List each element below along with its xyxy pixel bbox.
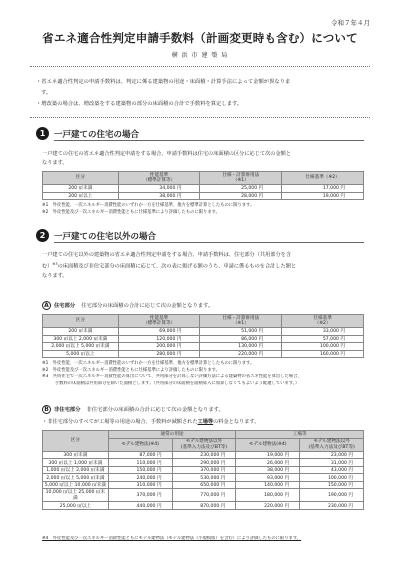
table-cell: 33,000 円 xyxy=(282,328,364,336)
issue-date: 令和７年４月 xyxy=(331,19,370,27)
table-row xyxy=(43,481,364,489)
note-line: ※2 外皮性能及び一次エネルギー消費性能ともに仕様基準により評価したものに限ります。 xyxy=(42,367,220,373)
table-cell: 100,000 円 xyxy=(282,343,364,351)
table-cell: 280,000 円 xyxy=(118,350,200,358)
table-cell: 310,000 円 xyxy=(108,481,172,489)
subsection-a-badge: A xyxy=(42,301,51,310)
bullet-text-end: の料金となります。 xyxy=(213,419,260,425)
para-text: の床面積及び非住宅部分の床面積に応じて、次の表に掲げる額のうち、申請に係るものを合計した額と xyxy=(57,263,297,270)
table-row xyxy=(43,489,364,502)
table-cell: 200,000 円 xyxy=(118,343,200,351)
table-cell: 240,000 円 xyxy=(108,474,172,482)
residential-fee-table xyxy=(42,314,364,358)
table-cell: 530,000 円 xyxy=(172,474,236,482)
table-cell: 140,000 円 xyxy=(236,481,300,489)
table-cell: 130,000 円 xyxy=(200,343,282,351)
table-cell: 34,000 円 xyxy=(118,185,200,193)
table-cell: 100,000 円 xyxy=(300,474,364,482)
table-cell: 290,000 円 xyxy=(172,459,236,467)
table-cell: 26,000 円 xyxy=(236,459,300,467)
table-3-group-2: 工場等 xyxy=(236,431,364,439)
table-3-subheader-1: モデル建物法(※4) xyxy=(108,438,172,451)
table-cell: 160,000 円 xyxy=(282,350,364,358)
table-cell: 770,000 円 xyxy=(172,489,236,502)
table-cell: 23,000 円 xyxy=(300,451,364,459)
table-cell: 5,000 ㎡以上 10,000 ㎡未満 xyxy=(43,481,109,489)
table-cell: 200 ㎡以上 xyxy=(43,192,119,200)
note-line: ※1 外皮性能、一次エネルギー消費性能のいずれか一方を仕様基準、他方を標準計算としたものに限ります。 xyxy=(42,203,255,208)
dotted-divider-top xyxy=(30,66,370,67)
table-cell: 200 ㎡未満 xyxy=(43,185,119,193)
table-cell: 200 ㎡未満 xyxy=(43,328,119,336)
table-cell: 10,000 ㎡以上 25,000 ㎡未満 xyxy=(43,489,109,502)
intro-line-1b: す。 xyxy=(41,90,52,96)
section-1-paragraph xyxy=(42,150,364,168)
table-2-header-2: 仕様・計算併用法 （※1） xyxy=(200,315,282,328)
table-row xyxy=(43,335,364,343)
subsection-a-heading xyxy=(42,301,364,311)
table-cell: 650,000 円 xyxy=(172,481,236,489)
table-3-subheader-4: モデル建物法以外 (基準入力法及びBT等) xyxy=(300,438,364,451)
section-2-heading xyxy=(36,229,364,243)
table-cell: 110,000 円 xyxy=(108,459,172,467)
section-2-para-line-3: なります。 xyxy=(42,272,68,279)
table-cell: 38,000 円 xyxy=(236,466,300,474)
table-2-header-3: 仕様基準 （※2） xyxy=(282,315,364,328)
subsection-a-label: 住宅部分 xyxy=(54,303,76,309)
table-cell: 300 ㎡以上 1,000 ㎡未満 xyxy=(43,459,109,467)
table-2-header-0: 区分 xyxy=(43,315,119,328)
table-cell: 220,000 円 xyxy=(200,350,282,358)
table-row xyxy=(43,466,364,474)
subsection-a-notes xyxy=(42,361,364,387)
section-1-para-line-1: 一戸建ての住宅の省エネ適合性判定申請をする場合、申請手数料は住宅の床面積の区分に応じて次の金額と xyxy=(42,151,292,157)
subsection-b-bullet xyxy=(42,418,364,427)
table-cell: 440,000 円 xyxy=(108,502,172,510)
table-3-subheader-2: モデル建物法以外 (基準入力法及びBT等) xyxy=(172,438,236,451)
bullet-emphasis: 工場等 xyxy=(197,419,214,425)
table-cell: 150,000 円 xyxy=(108,466,172,474)
table-cell: 25,000 ㎡以上 xyxy=(43,502,109,510)
subsection-b-badge: B xyxy=(42,405,51,414)
note-line: ※2 外皮性能及び一次エネルギー消費性能ともに仕様基準により評価したものに限ります。 xyxy=(42,209,220,215)
table-3-header-0: 区分 xyxy=(43,431,109,452)
table-cell: 19,000 円 xyxy=(236,451,300,459)
table-row xyxy=(43,502,364,510)
section-1-notes xyxy=(42,203,364,216)
table-cell: 19,000 円 xyxy=(282,192,364,200)
table-cell: 28,000 円 xyxy=(200,192,282,200)
para-text: む） xyxy=(42,263,53,270)
subsection-b-desc: 非住宅部分の床面積の合計に応じて次の金額となります。 xyxy=(86,407,224,413)
section-1-para-line-2: なります。 xyxy=(42,160,68,166)
section-1-title: 一戸建ての住宅の場合 xyxy=(54,130,140,140)
note-line: ※1 外皮性能、一次エネルギー消費性能のいずれか一方を仕様基準、他方を標準計算としたものに限ります。 xyxy=(42,361,255,366)
table-cell: 300 ㎡以上 2,000 ㎡未満 xyxy=(43,335,119,343)
table-row xyxy=(43,459,364,467)
table-cell: 230,000 円 xyxy=(172,451,236,459)
table-row xyxy=(43,474,364,482)
table-cell: 93,000 円 xyxy=(236,474,300,482)
table-cell: 220,000 円 xyxy=(236,502,300,510)
table-row xyxy=(43,192,364,200)
page-title: 省エネ適合性判定申請手数料（計画変更時も含む）について xyxy=(42,31,358,45)
note-line: 手数料の床面積は共用部分を除いた面積とします。（共用部分の床面積を面積算入に加算しなくてもよいよう配慮しています。） xyxy=(42,380,300,386)
table-row xyxy=(43,328,364,336)
table-cell: 180,000 円 xyxy=(236,489,300,502)
section-2-rule xyxy=(54,242,364,243)
table-cell: 17,000 円 xyxy=(282,185,364,193)
table-cell: 25,000 円 xyxy=(200,185,282,193)
note-line: ※4 外皮性能及び一次エネルギー消費性能ともにモデル建物法（モデル建物法（小規模版）を含む）により評価したものに限ります。 xyxy=(42,536,302,541)
table-3-group-1: 通常の用途 xyxy=(108,431,236,439)
section-1-fee-table xyxy=(42,171,364,200)
table-row xyxy=(43,350,364,358)
dotted-divider-bottom xyxy=(30,117,370,118)
table-cell: 870,000 円 xyxy=(172,502,236,510)
non-residential-fee-table xyxy=(42,430,364,510)
intro-line-2: ・増改築の場合は、増改築をする建築物の部分の床面積の合計で手数料を算定します。 xyxy=(36,101,243,107)
section-2-title: 一戸建ての住宅以外の場合 xyxy=(54,232,157,242)
table-cell: 2,000 ㎡以上 5,000 ㎡未満 xyxy=(43,343,119,351)
table-cell: 43,000 円 xyxy=(300,466,364,474)
table-row xyxy=(43,185,364,193)
table-1-header-3: 仕様基準（※2） xyxy=(282,172,364,185)
table-cell: 370,000 円 xyxy=(108,489,172,502)
table-cell: 86,000 円 xyxy=(200,335,282,343)
organization: 横 浜 市 建 築 局 xyxy=(171,52,229,59)
section-1-number: 1 xyxy=(36,127,49,140)
subsection-a-desc: 住宅部分の床面積の合計に応じて次の金額となります。 xyxy=(81,303,214,309)
table-1-header-2: 仕様・計算併用法 （※1） xyxy=(200,172,282,185)
footnote-marker: ※3 xyxy=(52,262,58,266)
subsection-b-heading xyxy=(42,405,364,415)
table-cell: 150,000 円 xyxy=(300,481,364,489)
table-cell: 230,000 円 xyxy=(300,502,364,510)
section-2-para-line-2 xyxy=(42,260,364,272)
table-cell: 120,000 円 xyxy=(118,335,200,343)
section-2-paragraph xyxy=(42,251,364,281)
table-cell: 87,000 円 xyxy=(108,451,172,459)
table-1-header-1: 性能基準 （標準計算等） xyxy=(118,172,200,185)
bullet-text: ・非住宅部分のすべてが工場等の用途の場合、手数料が減額された xyxy=(42,419,198,425)
subsection-b-label: 非住宅部分 xyxy=(54,407,81,413)
table-3-subheader-3: モデル建物法(※4) xyxy=(236,438,300,451)
table-cell: 31,000 円 xyxy=(300,459,364,467)
section-2-para-line-1: 一戸建ての住宅以外の建築物の省エネ適合性判定申請をする場合、申請手数料は、住宅部分（共用部分を含 xyxy=(42,252,292,258)
table-cell: 1,000 ㎡以上 2,000 ㎡未満 xyxy=(43,466,109,474)
table-row xyxy=(43,451,364,459)
table-cell: 57,000 円 xyxy=(282,335,364,343)
table-row xyxy=(43,343,364,351)
table-cell: 300 ㎡未満 xyxy=(43,451,109,459)
table-2-header-1: 性能基準 （標準計算等） xyxy=(118,315,200,328)
section-2-number: 2 xyxy=(36,229,49,242)
table-cell: 190,000 円 xyxy=(300,489,364,502)
intro-notes xyxy=(36,77,370,110)
table-cell: 2,000 ㎡以上 5,000 ㎡未満 xyxy=(43,474,109,482)
table-cell: 38,000 円 xyxy=(118,192,200,200)
section-1-heading xyxy=(36,127,364,141)
table-cell: 5,000 ㎡以上 xyxy=(43,350,119,358)
table-cell: 370,000 円 xyxy=(172,466,236,474)
table-cell: 69,000 円 xyxy=(118,328,200,336)
subsection-b-note xyxy=(42,536,364,543)
table-1-header-0: 区分 xyxy=(43,172,119,185)
table-cell: 51,000 円 xyxy=(200,328,282,336)
note-line: ※3 共同住宅で一次エネルギー消費性能の算出について、共用部分を計算しない評価方法による建築物の省エネ性能を算出した場合、 xyxy=(42,374,302,379)
section-1-rule xyxy=(54,140,364,141)
intro-line-1: ・省エネ適合性判定の申請手数料は、判定に係る建築物の用途・床面積・計算手法によって金額が異なりま xyxy=(36,79,291,85)
